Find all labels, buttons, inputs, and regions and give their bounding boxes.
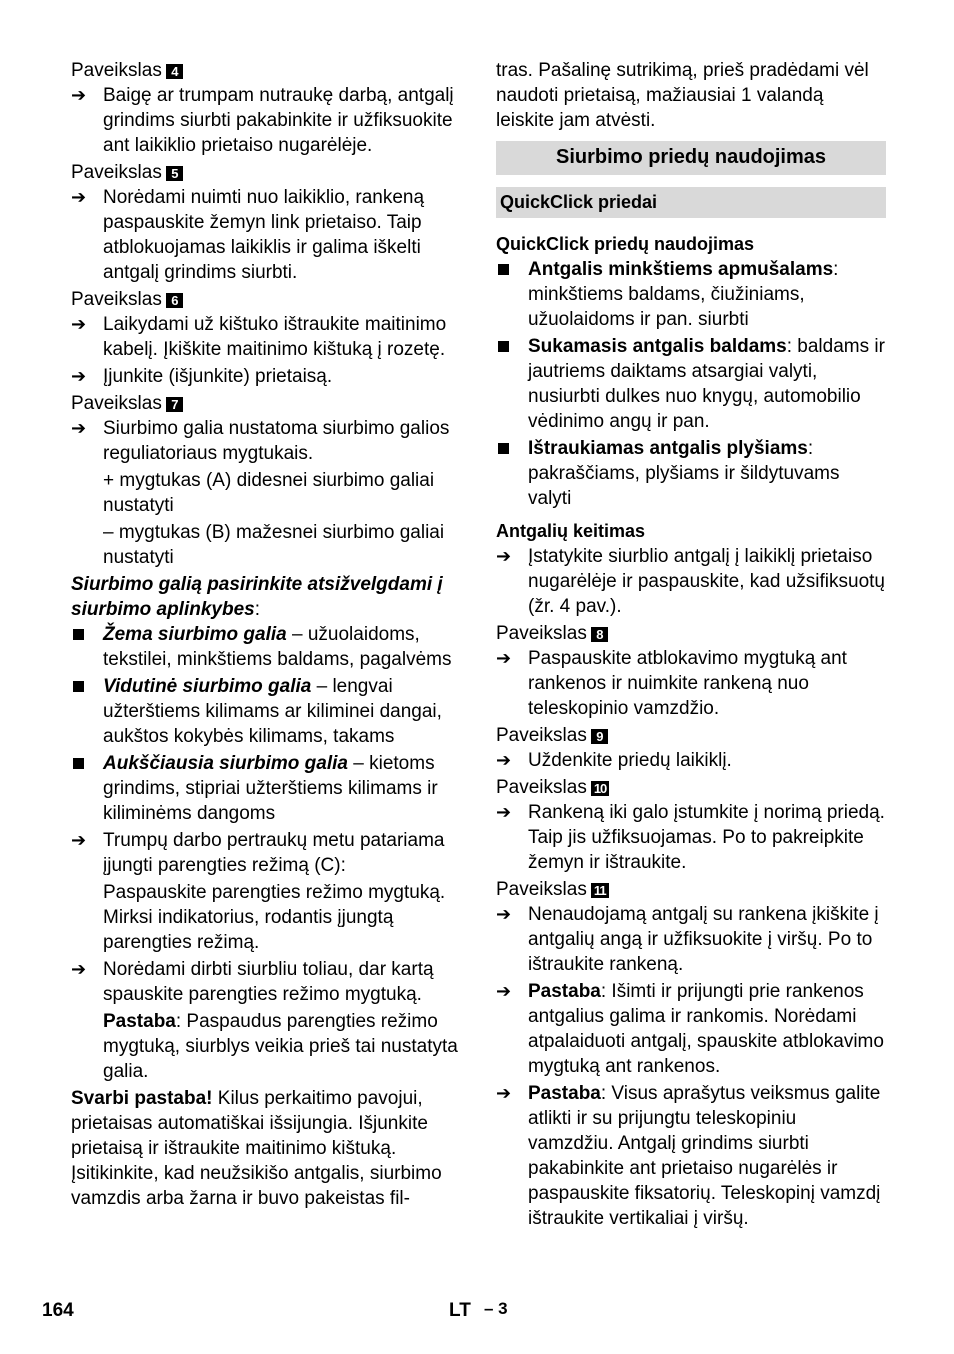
section-page: – 3: [484, 1299, 508, 1318]
instruction-item: ➔ Įstatykite siurblio antgalį į laikiklį prietaiso nugarėlėje ir paspauskite, kad užsifiksuotų (žr. 4 pav.).: [496, 546, 885, 617]
instruction-item: ➔ Paspauskite atblokavimo mygtuką ant rankenos ir nuimkite rankeną nuo teleskopinio vamzdžio.: [496, 648, 847, 719]
arrow-icon: ➔: [71, 85, 87, 105]
instruction-item: ➔ Norėdami dirbti siurbliu toliau, dar kartą spauskite parengties režimo mygtuką.: [71, 959, 434, 1005]
language-code: LT: [449, 1300, 471, 1321]
figure-number-badge: 4: [166, 64, 183, 79]
instruction-item: ➔ Siurbimo galia nustatoma siurbimo galios reguliatoriaus mygtukais.: [71, 418, 450, 464]
figure-ref-8: Paveikslas 8: [496, 621, 886, 646]
arrow-icon: ➔: [496, 802, 512, 822]
figure-ref-7: Paveikslas 7: [71, 391, 463, 416]
left-column: [71, 58, 463, 1211]
continued-paragraph: tras. Pašalinę sutrikimą, prieš pradėdami vėl naudoti prietaisą, mažiausiai 1 valandą leiskite jam atvėsti.: [496, 60, 869, 131]
instruction-item: ➔ Įjunkite (išjunkite) prietaisą.: [71, 366, 333, 387]
figure-number-badge: 5: [166, 166, 183, 181]
sub-paragraph: – mygtukas (B) mažesnei siurbimo galiai nustatyti: [103, 522, 445, 568]
arrow-icon: ➔: [71, 366, 87, 386]
arrow-icon: ➔: [71, 830, 87, 850]
square-bullet-icon: [498, 341, 509, 352]
figure-ref-6: Paveikslas 6: [71, 287, 463, 312]
arrow-icon: ➔: [496, 546, 512, 566]
arrow-icon: ➔: [71, 418, 87, 438]
arrow-icon: ➔: [496, 1083, 512, 1103]
subsection-heading: QuickClick priedai: [496, 187, 886, 218]
square-bullet-icon: [73, 629, 84, 640]
sub-paragraph: + mygtukas (A) didesnei siurbimo galiai nustatyti: [103, 470, 435, 516]
bullet-item: Sukamasis antgalis baldams: baldams ir jautriems daiktams atsargiai valyti, nusiurbti dulkes nuo knygų, automobilio vėdinimo angų ir pan.: [496, 334, 886, 434]
arrow-icon: ➔: [496, 648, 512, 668]
page-number: 164: [42, 1300, 74, 1321]
figure-ref-4: Paveikslas 4: [71, 58, 463, 83]
instruction-item: ➔ Uždenkite priedų laikiklį.: [496, 750, 732, 771]
figure-number-badge: 9: [591, 729, 608, 744]
instruction-item: ➔ Norėdami nuimti nuo laikiklio, rankeną paspauskite žemyn link prietaiso. Taip atblokuojamas laikiklis ir galima iškelti antgalį grindims siurbti.: [71, 187, 425, 283]
figure-number-badge: 7: [166, 397, 183, 412]
right-column: [496, 58, 886, 1233]
square-bullet-icon: [498, 443, 509, 454]
figure-number-badge: 10: [591, 781, 609, 796]
arrow-icon: ➔: [496, 981, 512, 1001]
instruction-item: ➔ Nenaudojamą antgalį su rankena įkiškite į antgalių angą ir užfiksuokite į viršų. Po to ištraukite rankeną.: [496, 904, 879, 975]
figure-number-badge: 11: [591, 883, 609, 898]
important-note: Svarbi pastaba! Kilus perkaitimo pavojui, prietaisas automatiškai išsijungia. Išjunkite prietaisą ir ištraukite maitinimo kištuką. Įsitikinkite, kad neužsikišo antgalis, siurbimo vamzdis arba žarna ir buvo pakeistas fil-: [71, 1088, 442, 1209]
sub-paragraph: Paspauskite parengties režimo mygtuką. Mirksi indikatorius, rodantis įjungtą parengties režimą.: [103, 882, 446, 953]
square-bullet-icon: [498, 264, 509, 275]
bullet-item: Žema siurbimo galia – užuolaidoms, tekstilei, minkštiems baldams, pagalvėms: [71, 622, 463, 672]
arrow-icon: ➔: [496, 750, 512, 770]
figure-number-badge: 6: [166, 293, 183, 308]
arrow-icon: ➔: [71, 314, 87, 334]
instruction-item: ➔ Laikydami už kištuko ištraukite maitinimo kabelį. Įkiškite maitinimo kištuką į rozetę.: [71, 314, 447, 360]
instruction-item: ➔ Pastaba: Išimti ir prijungti prie rankenos antgalius galima ir rankomis. Norėdami atpalaiduoti antgalį, spauskite atblokavimo mygtuką ant rankenos.: [496, 981, 884, 1077]
nozzle-change-heading: Antgalių keitimas: [496, 521, 646, 541]
arrow-icon: ➔: [71, 187, 87, 207]
instruction-item: ➔ Pastaba: Visus aprašytus veiksmus galite atlikti ir su prijungtu teleskopiniu vamzdžiu. Antgalį grindims siurbti pakabinkite ant prietaiso nugarėlės ir paspauskite fiksatorių. Teleskopinį vamzdį ištraukite vertikaliai į viršų.: [496, 1083, 881, 1229]
arrow-icon: ➔: [496, 904, 512, 924]
square-bullet-icon: [73, 681, 84, 692]
figure-ref-9: Paveikslas 9: [496, 723, 886, 748]
figure-ref-11: Paveikslas 11: [496, 877, 886, 902]
instruction-item: ➔ Rankeną iki galo įstumkite į norimą priedą. Taip jis užfiksuojamas. Po to pakreipkite žemyn ir ištraukite.: [496, 802, 885, 873]
figure-number-badge: 8: [591, 627, 608, 642]
bullet-item: Aukščiausia siurbimo galia – kietoms grindims, stipriai užterštiems kilimams ir kiliminėms dangoms: [71, 751, 463, 826]
bullet-item: Vidutinė siurbimo galia – lengvai užterštiems kilimams ar kiliminei dangai, aukštos kokybės kilimams, takams: [71, 674, 463, 749]
note-paragraph: Pastaba: Paspaudus parengties režimo mygtuką, siurblys veikia prieš tai nustatyta galia.: [103, 1011, 458, 1082]
bullet-item: Ištraukiamas antgalis plyšiams: pakraščiams, plyšiams ir šildytuvams valyti: [496, 436, 886, 511]
figure-ref-5: Paveikslas 5: [71, 160, 463, 185]
instruction-item: ➔ Trumpų darbo pertraukų metu patariama įjungti parengties režimą (C):: [71, 830, 445, 876]
arrow-icon: ➔: [71, 959, 87, 979]
square-bullet-icon: [73, 758, 84, 769]
figure-ref-10: Paveikslas 10: [496, 775, 886, 800]
quickclick-use-heading: QuickClick priedų naudojimas: [496, 234, 755, 254]
bullet-item: Antgalis minkštiems apmušalams: minkštiems baldams, čiužiniams, užuolaidoms ir pan. siurbti: [496, 257, 886, 332]
instruction-item: ➔ Baigę ar trumpam nutraukę darbą, antgalį grindims siurbti pakabinkite ir užfiksuokite ant laikiklio prietaiso nugarėlėje.: [71, 85, 454, 156]
section-heading: Siurbimo priedų naudojimas: [496, 141, 886, 175]
choose-power-heading: Siurbimo galią pasirinkite atsižvelgdami į siurbimo aplinkybes:: [71, 574, 443, 620]
